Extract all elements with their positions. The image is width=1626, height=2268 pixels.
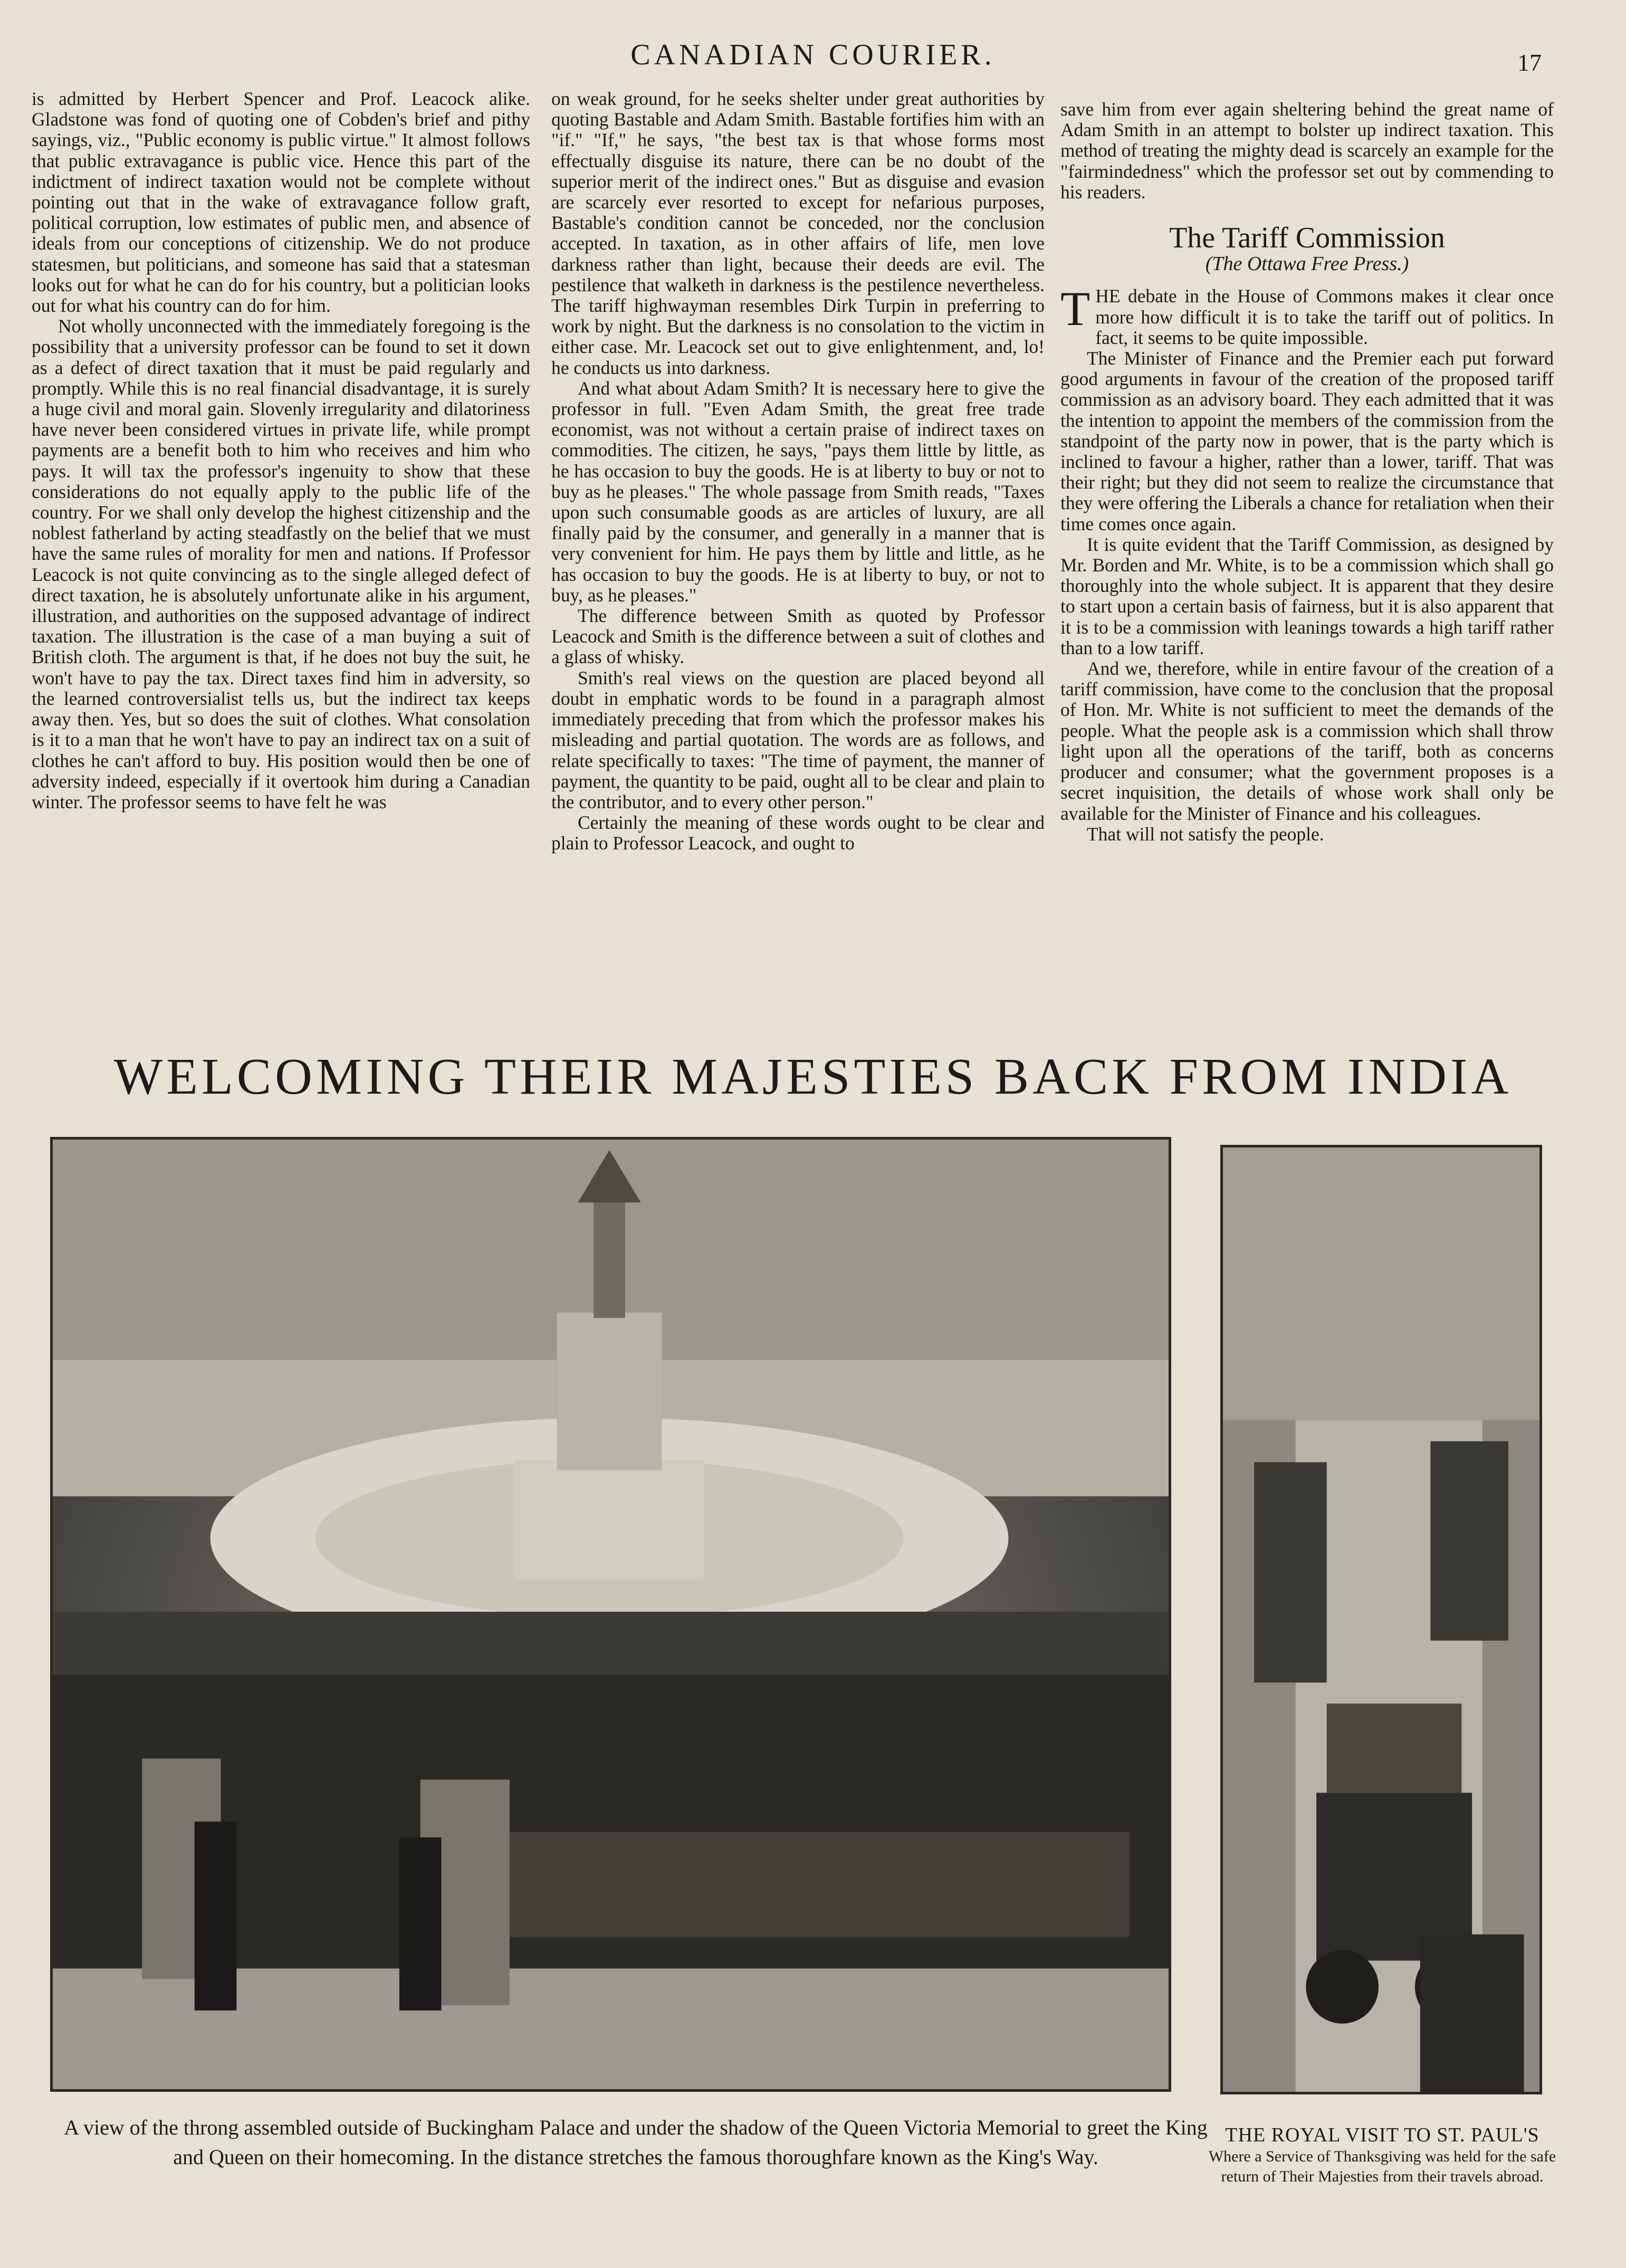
article-column-2 (551, 89, 1045, 854)
paragraph: It is quite evident that the Tariff Commission, as designed by Mr. Borden and Mr. White, is to be a commission which shall go thoroughly into the whole subject. It is apparent that they desire to start upon a certain basis of fairness, but it is also apparent that it is to be a commission with leanings towards a high tariff rather than to a low tariff. (1060, 533, 1554, 658)
paragraph (1060, 282, 1554, 348)
paragraph: And we, therefore, while in entire favour of the creation of a tariff commission, have come to the conclusion that the proposal of Hon. Mr. White is not sufficient to meet the demands of the people. What the people ask is a commission which shall throw light upon all the operations of the tariff, both as concerns producer and consumer; what the government proposes is a secret inquisition, the details of whose work shall only be available for the Minister of Finance and his colleagues. (1060, 658, 1554, 824)
paragraph: is admitted by Herbert Spencer and Prof. Leacock alike. Gladstone was fond of quoting one of Cobden's brief and pithy sayings, viz., "Public economy is public virtue." It almost follows that public extravagance is public vice. Hence this part of the indictment of indirect taxation would not be complete without pointing out that in the wake of extravagance follow graft, political corruption, low estimates of public men, and absence of ideals from our conceptions of citizenship. We do not produce statesmen, but politicians, and someone has said that a statesman looks out for what he can do for his country, but a politician looks out for what his country can do for him. (32, 88, 530, 317)
main-photo-caption: A view of the throng assembled outside of Buckingham Palace and under the shadow of the Queen Victoria Memorial to greet the King and Queen on their homecoming. In the distance stretches the famous thoroughfare known as the King's Way. (64, 2116, 1208, 2169)
paragraph: And what about Adam Smith? It is necessary here to give the professor in full. "Even Adam Smith, the great free trade economist, was not without a certain praise of indirect taxes on commodities. The citizen, he says, "pays them little by little, as he has occasion to buy the goods. He is at liberty to buy or not to buy as he pleases." The whole passage from Smith reads, "Taxes upon such consumable goods as are articles of luxury, are all finally paid by the consumer, and generally in a manner that is very convenient for him. He pays them by little and little, as he has occasion to buy the goods. He is at liberty to buy, or not to buy, as he pleases." (551, 377, 1045, 606)
feature-headline: WELCOMING THEIR MAJESTIES BACK FROM INDIA (113, 1048, 1513, 1105)
side-photo-caption (1198, 2123, 1567, 2187)
st-pauls-procession-photo (1220, 1145, 1542, 2094)
drop-cap: T (1060, 282, 1091, 336)
paragraph: on weak ground, for he seeks shelter under great authorities by quoting Bastable and Adam Smith. Bastable fortifies him with an "if." "If," he says, "the best tax is that whose forms most effectually disguise its nature, there can be no doubt of the superior merit of the indirect ones." But as disguise and evasion are scarcely ever resorted to except for nefarious purposes, Bastable's condition cannot be conceded, nor the conclusion accepted. In taxation, as in other affairs of life, men love darkness rather than light, because their deeds are evil. The pestilence that walketh in darkness is the pestilence nevertheless. The tariff highwayman resembles Dirk Turpin in preferring to work by night. But the darkness is no consolation to the victim in either case. Mr. Leacock set out to give enlightenment, and, lo! he conducts us into darkness. (551, 88, 1045, 378)
article-column-1 (32, 89, 530, 812)
paragraph: The difference between Smith as quoted by Professor Leacock and Smith is the difference between a suit of clothes and a glass of whisky. (551, 605, 1045, 668)
paragraph: That will not satisfy the people. (1087, 823, 1324, 845)
side-caption-title: THE ROYAL VISIT TO ST. PAUL'S (1225, 2124, 1539, 2146)
page-number: 17 (1517, 49, 1542, 76)
paragraph: The Minister of Finance and the Premier each put forward good arguments in favour of the creation of the proposed tariff commission as an advisory board. They each admitted that it was the intention to appoint the members of the commission from the standpoint of the party now in power, that is the party which is inclined to favour a higher, rather than a lower, tariff. That was their right; but they did not seem to realize the circumstance that they were offering the Liberals a chance for retaliation when their time comes once again. (1060, 348, 1554, 534)
paragraph: Smith's real views on the question are placed beyond all doubt in emphatic words to be found in a paragraph almost immediately preceding that from which the professor makes his misleading and partial quotation. The words are as follows, and relate specifically to taxes: "The time of payment, the manner of payment, the quantity to be paid, ought all to be clear and plain to the contributor, and to every other person." (551, 667, 1045, 812)
procession-image (1223, 1147, 1539, 2092)
article-title: The Tariff Commission (1169, 222, 1445, 255)
buckingham-palace-photo (50, 1137, 1171, 2092)
crowd-scene-image (53, 1140, 1169, 2089)
paragraph: Not wholly unconnected with the immediately foregoing is the possibility that a university professor can be found to set it down as a defect of direct taxation that it must be paid regularly and promptly. While this is no real financial disadvantage, it is surely a huge civil and moral gain. Slovenly irregularity and dilatoriness have never been considered virtues in private life, while prompt payments are a benefit both to him who receives and him who pays. It will tax the professor's ingenuity to show that these considerations do not equally apply to the public life of the country. For we shall only develop the highest citizenship and the noblest fatherland by acting steadfastly on the belief that we must have the same rules of morality for men and nations. If Professor Leacock is not quite convincing as to the single alleged defect of direct taxation, he is absolutely unfortunate alike in his argument, illustration, and authorities on the supposed advantage of indirect taxation. The illustration is the case of a man buying a suit of British cloth. The argument is that, if he does not buy the suit, he won't have to pay the tax. Direct taxes find him in adversity, so the learned controversialist tells us, but the indirect tax keeps away then. Yes, but so does the suit of clothes. What consolation is it to a man that he won't have to pay an indirect tax on a suit of clothes he can't afford to buy. His position would then be one of adversity indeed, especially if it overtook him during a Canadian winter. The professor seems to have felt he was (32, 315, 530, 812)
paragraph: Certainly the meaning of these words ought to be clear and plain to Professor Leacock, and ought to (551, 812, 1045, 854)
side-caption-body: Where a Service of Thanksgiving was held for the safe return of Their Majesties from their travels abroad. (1208, 2148, 1556, 2185)
paragraph-text: HE debate in the House of Commons makes it clear once more how difficult it is to take the tariff out of politics. In fact, it seems to be quite impossible. (1095, 285, 1554, 348)
paragraph: save him from ever again sheltering behind the great name of Adam Smith in an attempt to bolster up indirect taxation. This method of treating the mighty dead is scarcely an example for the "fairmindedness" which the professor set out by commending to his readers. (1060, 99, 1554, 203)
article-column-3 (1060, 99, 1554, 845)
running-title: CANADIAN COURIER. (630, 39, 996, 71)
article-source: (The Ottawa Free Press.) (1205, 253, 1409, 275)
